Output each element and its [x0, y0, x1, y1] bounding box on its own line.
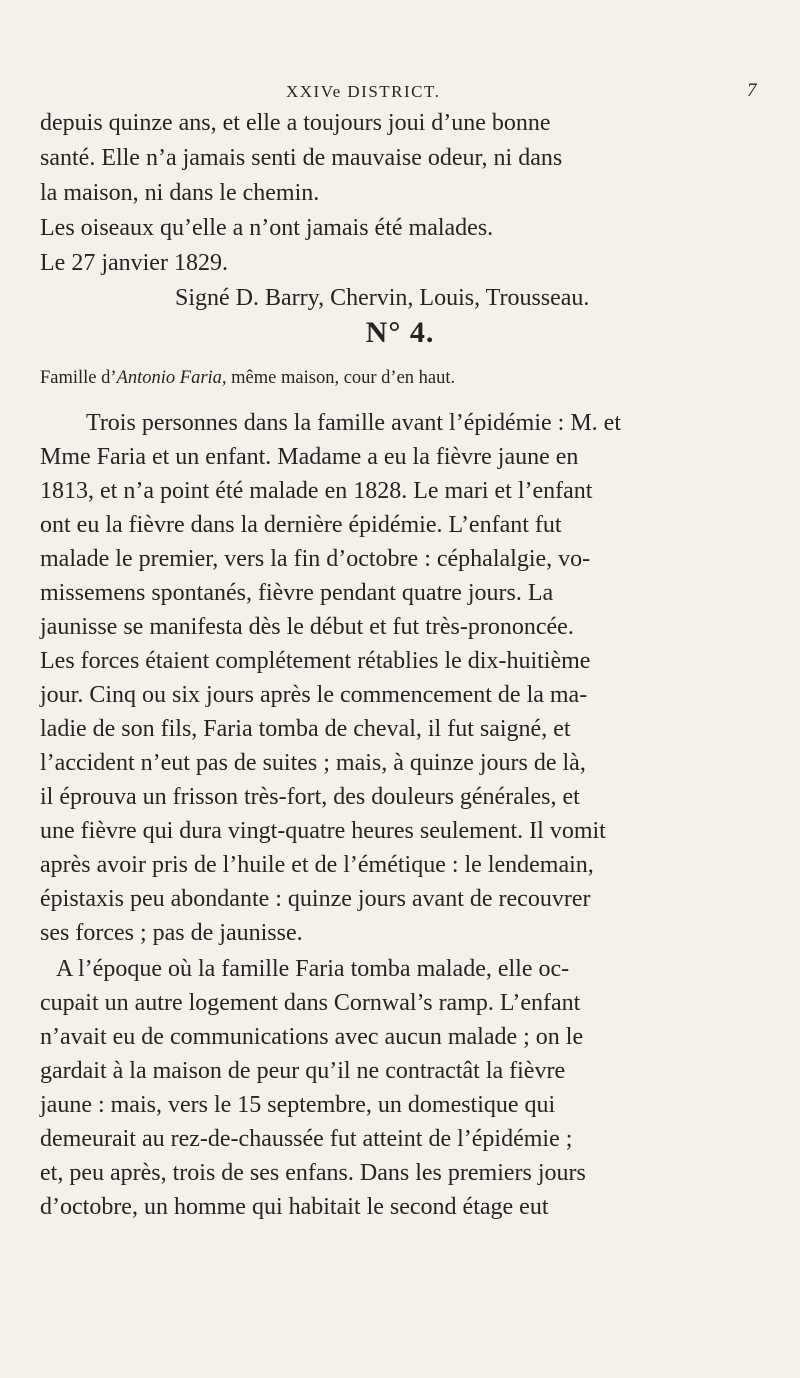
subtitle-prefix: Famille d’ — [40, 368, 117, 388]
text-line: une fièvre qui dura vingt-quatre heures seulement. Il vomit — [40, 818, 606, 844]
text-line: A l’époque où la famille Faria tomba malade, elle oc- — [56, 956, 570, 982]
text-line: ladie de son fils, Faria tomba de cheval, il fut saigné, et — [40, 716, 571, 742]
text-line: malade le premier, vers la fin d’octobre : céphalalgie, vo- — [40, 546, 591, 572]
text-line: demeurait au rez-de-chaussée fut atteint de l’épidémie ; — [40, 1126, 573, 1152]
section-subtitle — [40, 368, 455, 389]
text-line: 1813, et n’a point été malade en 1828. Le mari et l’enfant — [40, 478, 593, 504]
section-number: N° 4. — [365, 316, 435, 349]
date-line: Le 27 janvier 1829. — [40, 250, 228, 276]
district-heading: XXIVe DISTRICT. — [286, 82, 441, 101]
text-line: santé. Elle n’a jamais senti de mauvaise odeur, ni dans — [40, 145, 563, 171]
text-line: missemens spontanés, fièvre pendant quatre jours. La — [40, 580, 554, 606]
text-line: Trois personnes dans la famille avant l’épidémie : M. et — [86, 410, 621, 436]
text-line: d’octobre, un homme qui habitait le second étage eut — [40, 1194, 549, 1220]
text-line: n’avait eu de communications avec aucun malade ; on le — [40, 1024, 584, 1050]
page-number: 7 — [747, 80, 758, 101]
text-line: ses forces ; pas de jaunisse. — [40, 920, 303, 946]
text-line: épistaxis peu abondante : quinze jours avant de recouvrer — [40, 886, 591, 912]
text-line: Les forces étaient complétement rétablies le dix-huitième — [40, 648, 591, 674]
text-line: Mme Faria et un enfant. Madame a eu la fièvre jaune en — [40, 444, 579, 470]
text-line: cupait un autre logement dans Cornwal’s ramp. L’enfant — [40, 990, 581, 1016]
text-line: ont eu la fièvre dans la dernière épidémie. L’enfant fut — [40, 512, 562, 538]
text-line: gardait à la maison de peur qu’il ne contractât la fièvre — [40, 1058, 566, 1084]
text-line: il éprouva un frisson très-fort, des douleurs générales, et — [40, 784, 580, 810]
subtitle-suffix: même maison, cour d’en haut. — [226, 368, 456, 388]
text-line: jaune : mais, vers le 15 septembre, un domestique qui — [40, 1092, 556, 1118]
text-line: jour. Cinq ou six jours après le commencement de la ma- — [40, 682, 588, 708]
text-line: jaunisse se manifesta dès le début et fut très-prononcée. — [40, 614, 574, 640]
text-line: après avoir pris de l’huile et de l’émétique : le lendemain, — [40, 852, 594, 878]
signature-line: Signé D. Barry, Chervin, Louis, Trousseau. — [175, 285, 590, 311]
text-line: l’accident n’eut pas de suites ; mais, à quinze jours de là, — [40, 750, 586, 776]
text-line: depuis quinze ans, et elle a toujours joui d’une bonne — [40, 110, 551, 136]
text-line: Les oiseaux qu’elle a n’ont jamais été malades. — [40, 215, 494, 241]
text-line: la maison, ni dans le chemin. — [40, 180, 320, 206]
text-line: et, peu après, trois de ses enfans. Dans les premiers jours — [40, 1160, 586, 1186]
subtitle-name: Antonio Faria, — [116, 368, 227, 388]
